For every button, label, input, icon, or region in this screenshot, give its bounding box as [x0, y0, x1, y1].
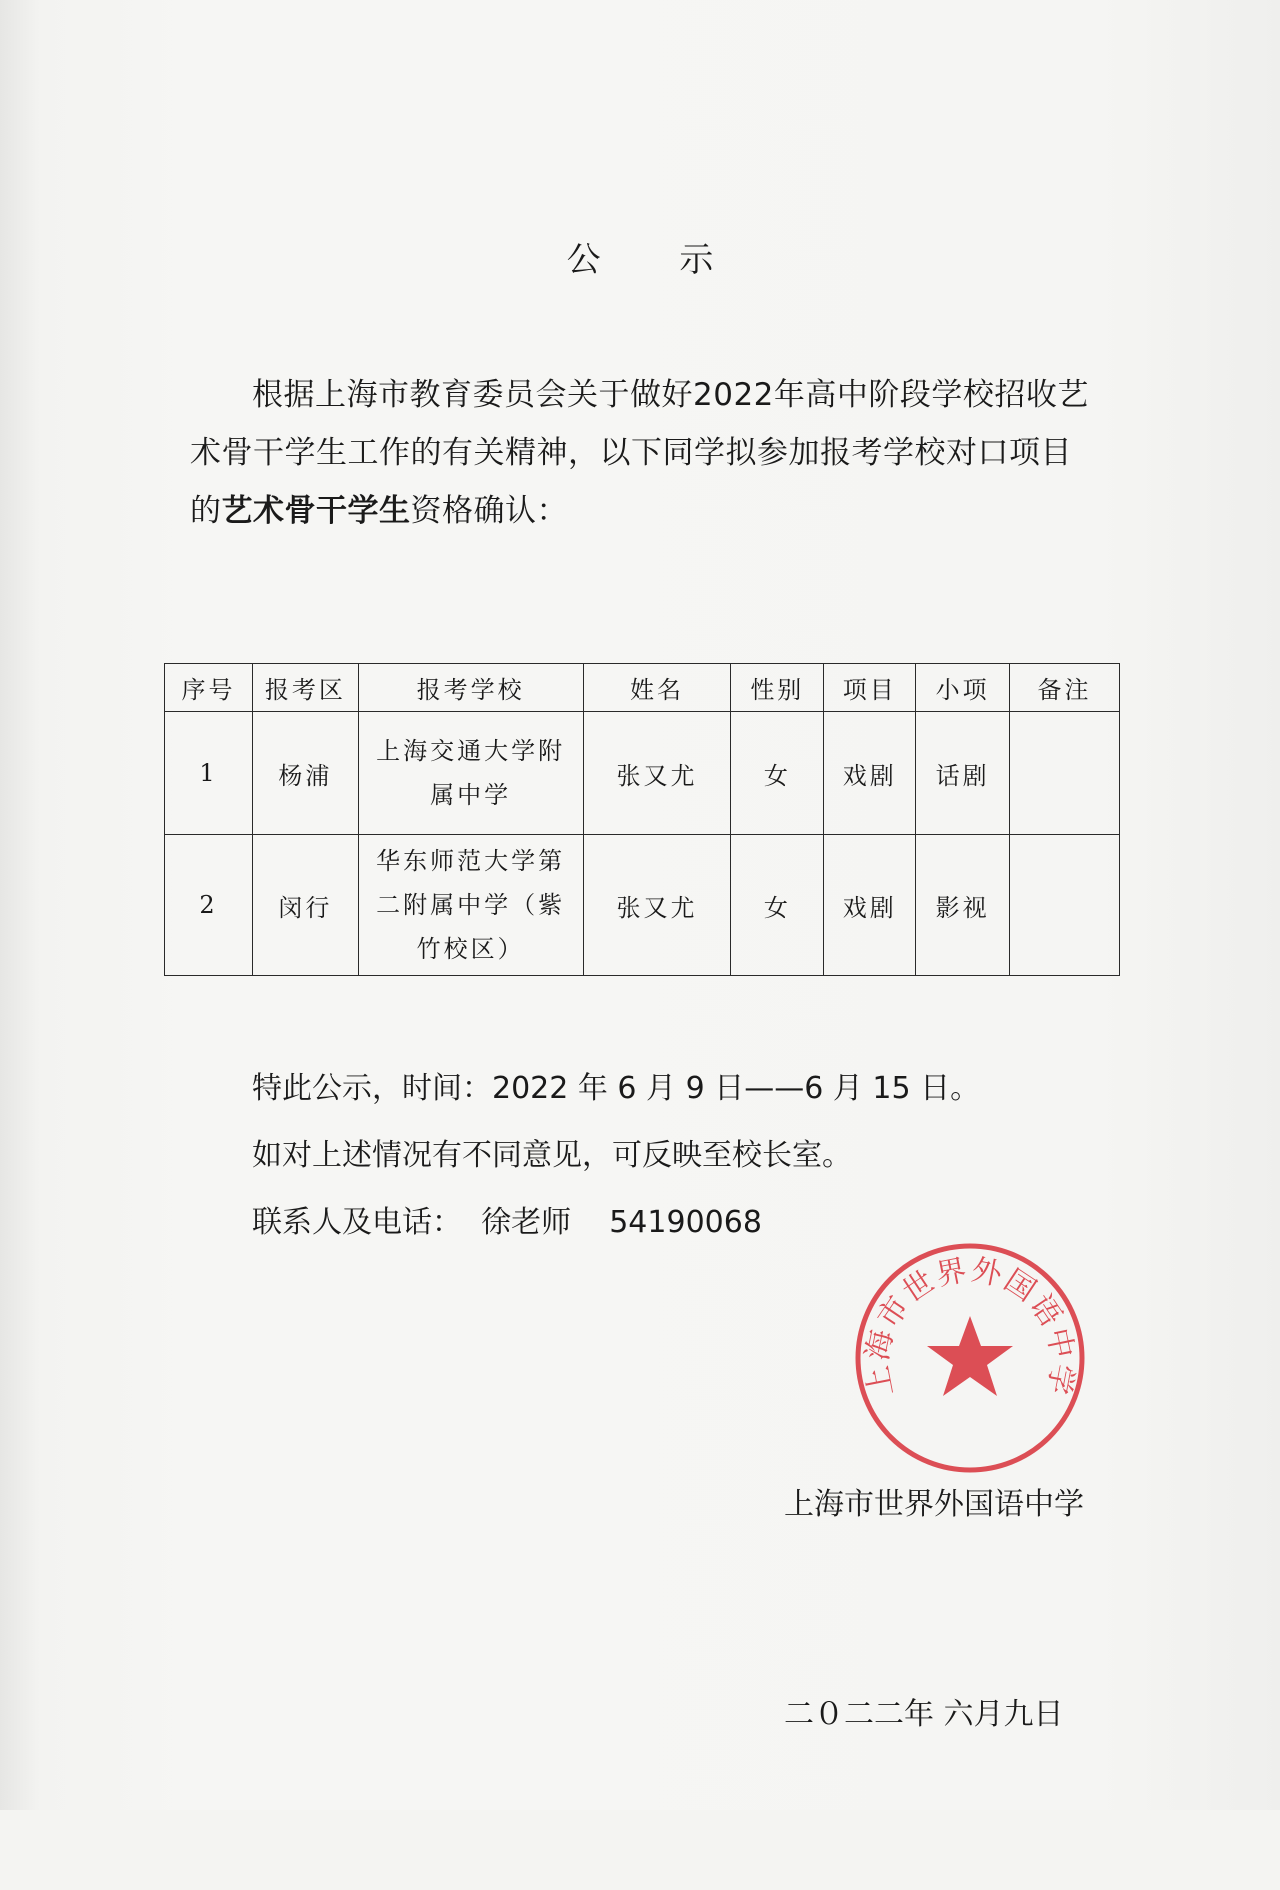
cell-gender: 女: [731, 835, 824, 976]
seal-text-path: 上海市世界外国语中学: [859, 1252, 1081, 1399]
intro-text-part1: 根据上海市教育委员会关于做好2022年高中阶段学校招收艺术骨干学生工作的有关精神，以下同学拟参加报考学校对口项目的: [190, 377, 1089, 529]
header-remark: 备注: [1010, 664, 1120, 712]
cell-no: 1: [165, 712, 253, 835]
header-no: 序号: [165, 664, 253, 712]
header-gender: 性别: [731, 664, 824, 712]
intro-text-bold: 艺术骨干学生: [221, 493, 411, 529]
table-row: [165, 712, 1120, 835]
header-name: 姓名: [583, 664, 731, 712]
contact-line: 联系人及电话： 徐老师 54190068: [252, 1205, 762, 1240]
cell-district: 闵行: [252, 835, 358, 976]
header-category: 项目: [824, 664, 916, 712]
cell-remark: [1010, 712, 1120, 835]
intro-text-part2: 资格确认：: [410, 493, 568, 529]
cell-subcategory: 影视: [916, 835, 1010, 976]
notice-footer: [252, 1055, 980, 1256]
issuer-name: 上海市世界外国语中学: [784, 1487, 1084, 1522]
table-row: [165, 835, 1120, 976]
cell-school: 上海交通大学附属中学: [358, 712, 583, 835]
cell-name: 张又尤: [583, 835, 731, 976]
student-table: [164, 663, 1120, 976]
header-subcategory: 小项: [916, 664, 1010, 712]
cell-category: 戏剧: [824, 712, 916, 835]
cell-subcategory: 话剧: [916, 712, 1010, 835]
cell-name: 张又尤: [583, 712, 731, 835]
objection-line: 如对上述情况有不同意见，可反映至校长室。: [252, 1138, 852, 1173]
signature-block: [784, 1330, 1084, 1890]
cell-remark: [1010, 835, 1120, 976]
cell-district: 杨浦: [252, 712, 358, 835]
header-school: 报考学校: [358, 664, 583, 712]
cell-gender: 女: [731, 712, 824, 835]
cell-no: 2: [165, 835, 253, 976]
notice-title: 公 示: [566, 240, 748, 280]
cell-school: 华东师范大学第二附属中学（紫竹校区）: [358, 835, 583, 976]
intro-paragraph: [190, 366, 1100, 540]
cell-category: 戏剧: [824, 835, 916, 976]
table-header-row: [165, 664, 1120, 712]
notice-period-line: 特此公示，时间：2022 年 6 月 9 日——6 月 15 日。: [252, 1071, 981, 1106]
issue-date: 二０二二年 六月九日: [784, 1697, 1064, 1732]
header-district: 报考区: [252, 664, 358, 712]
